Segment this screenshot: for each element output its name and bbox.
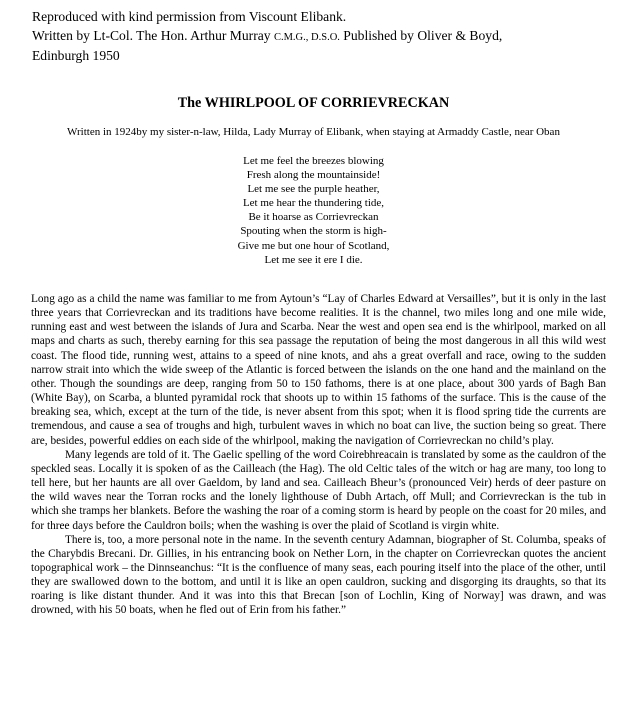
reproduction-notice	[32, 8, 612, 66]
author-line	[32, 27, 612, 48]
poem-line: Give me but one hour of Scotland,	[237, 239, 390, 252]
author-honours: C.M.G., D.S.O.	[273, 31, 340, 43]
poem-line: Spouting when the storm is high-	[240, 225, 387, 238]
page-title: The WHIRLPOOL OF CORRIEVRECKAN	[177, 95, 450, 111]
publisher-text: Published by Oliver & Boyd,	[339, 27, 503, 43]
article-body	[31, 292, 606, 618]
poem-line: Be it hoarse as Corrievreckan	[248, 211, 379, 224]
poem-line: Let me hear the thundering tide,	[242, 197, 385, 210]
publication-place-line: Edinburgh 1950	[32, 48, 120, 63]
author-text: Written by Lt-Col. The Hon. Arthur Murray	[32, 27, 274, 43]
poem-attribution: Written in 1924by my sister-n-law, Hilda, Lady Murray of Elibank, when staying at Armaddy Castle, near Oban	[67, 126, 560, 138]
poem-line: Let me feel the breezes blowing	[243, 155, 384, 167]
body-paragraph: Many legends are told of it. The Gaelic spelling of the word Coirebhreacain is translated by some as the cauldron of the speckled seas. Locally it is spoken of as the Cailleach (the Hag). The old Celtic tales of the witch or hag are many, too long to tell here, but her haunts are all over Gaeldom, by land and sea. Cailleach Bheur’s (pronounced Veir) herds of deer pasture on the wild waves near the Torran rocks and the lonely lighthouse of Dubh Artach, off Mull; and Corrievreckan is the tub in which she tramps her blankets. Before the washing the roar of a coming storm is heard by people on the coast for 20 miles, and for three days before the Cauldron boils; when the washing is over the plaid of Scotland is virgin white.	[31, 448, 606, 532]
body-paragraph: There is, too, a more personal note in the name. In the seventh century Adamnan, biographer of St. Columba, speaks of the Charybdis Brecani. Dr. Gillies, in his entrancing book on Nether Lorn, in the chapter on Corrievreckan quotes the ancient topographical work – the Dinnseanchus: “It is the confluence of many seas, each pouring itself into the place of the other, until they are swallowed down to the bottom, and until it is like an open cauldron, sucking and disgorging its draughts, so that its roaring is like distant thunder. And it was into this that Brecan [son of Lochlin, King of Norway] was drawn, and was drowned, with his 50 boats, when he fled out of Erin from his father.”	[31, 533, 606, 617]
poem-line: Fresh along the mountainside!	[246, 169, 381, 182]
poem-line: Let me see the purple heather,	[247, 183, 380, 196]
poem-line: Let me see it ere I die.	[264, 253, 363, 266]
body-paragraph: Long ago as a child the name was familiar to me from Aytoun’s “Lay of Charles Edward at Versailles”, but it is only in the last three years that Corrievreckan and its traditions have become realities. It is the channel, two miles long and one mile wide, running east and west between the islands of Jura and Scarba. Near the west and open sea end is the whirlpool, marked on all maps and charts as such, thereby earning for this sea passage the reputation of being the most dangerous in all this wild west coast. The flood tide, running west, attains to a speed of nine knots, and ahs a great overfall and race, owing to the sudden narrow strait into which the wide sweep of the Atlantic is forced between the islands on the one hand and the mainland on the other. Though the soundings are deep, ranging from 50 to 150 fathoms, there is at one place, about 300 yards of Bagh Ban (White Bay), on Scarba, a blunted pyramidal rock that shoots up to within 15 fathoms of the surface. This is the cause of the breaking sea, which, except at the turn of the tide, is never absent from this spot; when it is flood spring tide the currents are tremendous, and cause a sea of troughs and high, turbulent waves in which no boat can live, the suction being so great. There are, besides, powerful eddies on each side of the whirlpool, making the navigation of Corrievreckan no child’s play.	[31, 293, 606, 447]
poem	[0, 154, 627, 267]
permission-line: Reproduced with kind permission from Viscount Elibank.	[32, 9, 347, 24]
